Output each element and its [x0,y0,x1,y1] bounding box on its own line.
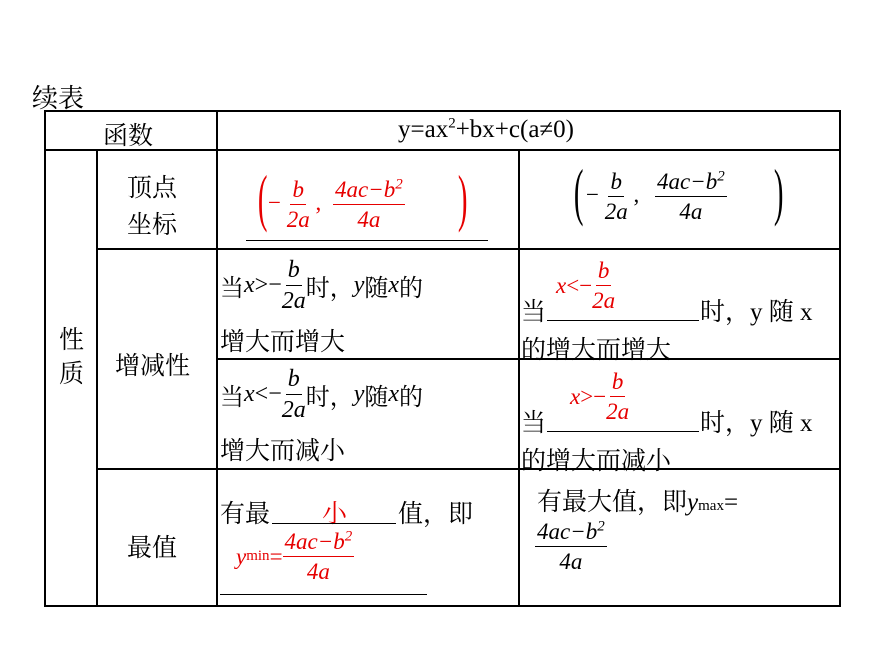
table-caption: 续表 [32,84,85,113]
extreme-label: 最值 [127,535,178,562]
side-label-2: 质 [59,361,85,388]
side-label-1: 性 [59,327,85,354]
header-formula: $y=ax^2+bx+c(a\ne 0)$ [398,115,574,143]
vertex-label-1: 顶点 [127,175,178,202]
monotonic-label: 增减性 [115,353,191,380]
decreasing-left-line2: 增大而减小 [220,438,346,465]
header-function-label: 函数 [103,123,154,150]
vertex-label-2: 坐标 [127,212,178,239]
increasing-left-line2: 增大而增大 [220,329,346,356]
increasing-left-line1: 当 x >− $\frac{b}{2a}$ 时， y 随 x 的 [220,257,424,314]
decreasing-left-line1: 当 x <− $\frac{b}{2a}$ 时， y 随 x 的 [220,366,424,423]
